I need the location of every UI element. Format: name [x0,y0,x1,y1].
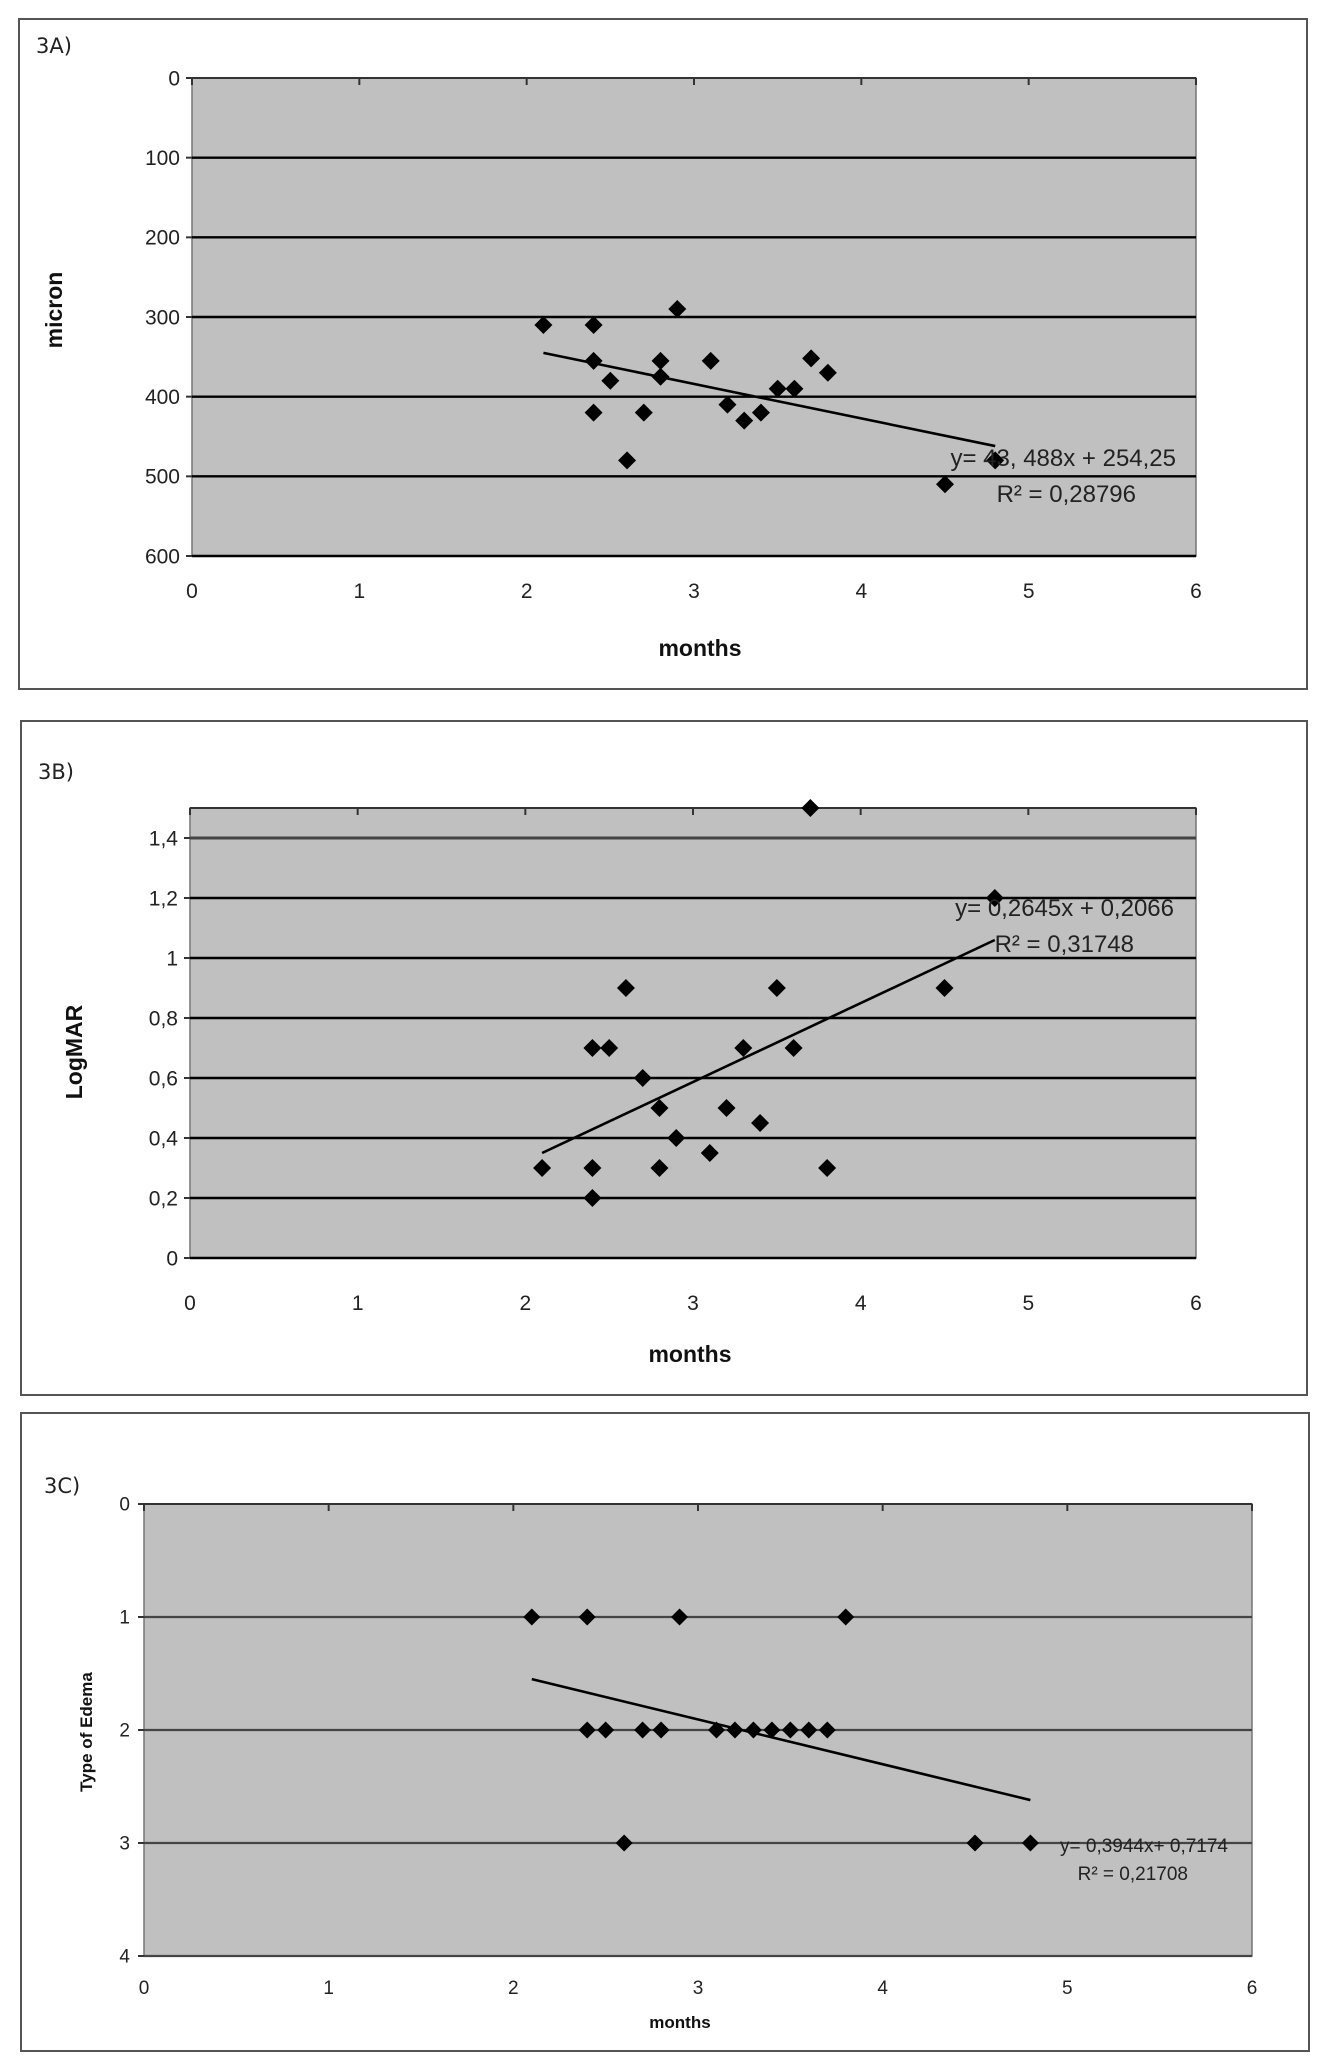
chart-3a [20,20,1310,692]
chart-panel-3b [20,720,1308,1396]
y-tick-label-4: 400 [144,386,180,410]
x-tick-label-0: 0 [186,580,198,603]
x-tick-label-2: 2 [520,580,533,603]
chart-panel-3a [18,18,1308,690]
x-tick-label-4: 4 [854,1292,867,1315]
y-tick-label-3: 0,6 [148,1067,178,1091]
x-tick-label-6: 6 [1190,580,1202,603]
x-tick-label-3: 3 [688,580,700,603]
chart-3c [22,1414,1312,2054]
regression-equation: y= 0,3944x+ 0,7174 [1060,1836,1228,1857]
y-tick-label-2: 2 [119,1720,130,1742]
x-tick-label-3: 3 [687,1292,699,1315]
x-tick-label-3: 3 [692,1978,704,1999]
y-tick-label-0: 0 [119,1494,130,1516]
x-tick-label-5: 5 [1022,1292,1035,1315]
x-tick-label-2: 2 [519,1292,532,1315]
y-tick-label-7: 1,4 [148,827,178,851]
y-tick-label-3: 300 [144,306,180,330]
y-axis-title: LogMAR [61,1004,87,1100]
x-axis-title: months [648,1341,732,1367]
y-tick-label-5: 500 [144,465,180,489]
y-tick-label-1: 0,2 [148,1187,178,1211]
x-tick-label-6: 6 [1246,1978,1258,1999]
x-tick-label-5: 5 [1022,580,1035,603]
y-tick-label-2: 200 [144,226,180,250]
x-tick-label-0: 0 [184,1292,196,1315]
x-tick-label-4: 4 [855,580,868,603]
r-squared-label: R² = 0,31748 [994,931,1134,958]
r-squared-label: R² = 0,28796 [996,481,1136,508]
y-tick-label-4: 0,8 [148,1007,178,1031]
regression-equation: y= 0,2645x + 0,2066 [955,895,1174,922]
y-tick-label-0: 0 [168,67,180,91]
y-tick-label-5: 1 [166,947,178,971]
y-tick-label-4: 4 [119,1946,130,1968]
x-axis-title: months [649,2013,711,2032]
y-tick-label-1: 100 [144,147,180,171]
x-axis-title: months [658,635,742,661]
x-tick-label-6: 6 [1190,1292,1202,1315]
y-tick-label-1: 1 [119,1607,130,1629]
x-tick-label-1: 1 [353,580,366,603]
x-tick-label-1: 1 [323,1978,334,1999]
y-tick-label-6: 1,2 [148,887,178,911]
x-tick-label-0: 0 [138,1978,150,1999]
panel-label-3b: 3B) [38,760,74,784]
y-axis-title: Type of Edema [77,1672,96,1792]
r-squared-label: R² = 0,21708 [1077,1864,1188,1885]
plot-area [190,808,1196,1258]
x-tick-label-5: 5 [1062,1978,1073,1999]
regression-equation: y= 43, 488x + 254,25 [950,445,1176,472]
y-axis-title: micron [41,271,67,349]
x-tick-label-4: 4 [877,1978,888,1999]
y-tick-label-2: 0,4 [148,1127,178,1151]
chart-3b [22,722,1310,1398]
y-tick-label-3: 3 [119,1833,130,1855]
y-tick-label-6: 600 [144,545,180,569]
panel-label-3a: 3A) [36,34,72,58]
panel-label-3c: 3C) [44,1474,81,1498]
x-tick-label-2: 2 [508,1978,519,1999]
y-tick-label-0: 0 [166,1247,178,1271]
chart-panel-3c [20,1412,1310,2052]
x-tick-label-1: 1 [351,1292,364,1315]
